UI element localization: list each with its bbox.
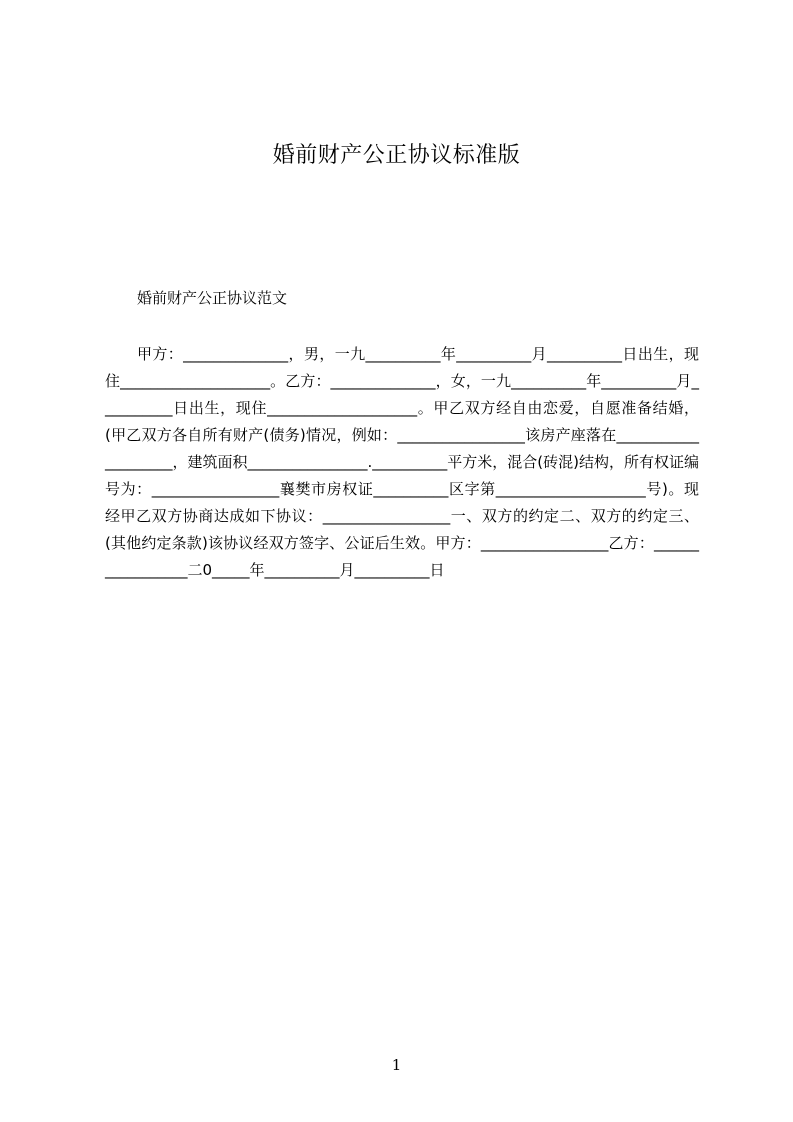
agreement-body: 甲方：______________，男，一九__________年__________月__________日出生，现住____________________。乙方：______________，女，一九__________年__________月__________日出生，现住____________________。甲乙双方经自由恋爱，自愿准备结婚，(甲乙双方各自所有财产(债务)情况，例如：_________________该房产座落在____________________，建筑面积________________.__________平方米，混合(砖混)结构，所有权证编号为：_________________襄樊市房权证__________区字第____________________号)。现经甲乙双方协商达成如下协议：_________________一、双方的约定二、双方的约定三、(其他约定条款)该协议经双方签字、公证后生效。甲方：_________________乙方：_________________二0_____年__________月__________日 [105,345,699,579]
page-number: 1 [391,1056,402,1074]
document-title: 婚前财产公正协议标准版 [272,143,521,168]
document-subtitle: 婚前财产公正协议范文 [137,289,288,307]
